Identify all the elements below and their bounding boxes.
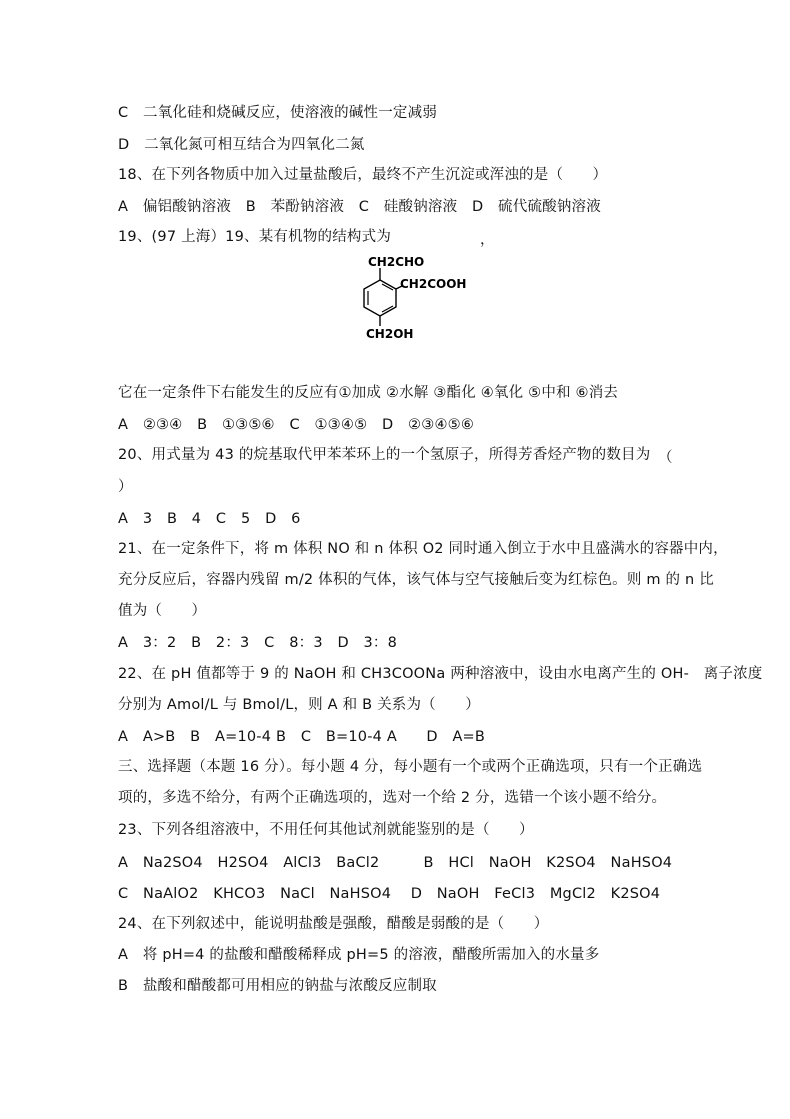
question-23-options-ab: A Na2SO4 H2SO4 AlCl3 BaCl2 B HCl NaOH K2SO4 NaHSO4: [118, 855, 673, 871]
question-21-line-3: 值为（ ）: [118, 603, 207, 619]
question-20-close-paren: ）: [118, 479, 133, 495]
option-d-statement: D 二氧化氮可相互结合为四氧化二氮: [118, 137, 365, 153]
question-19-options: A ②③④ B ①③⑤⑥ C ①③④⑤ D ②③④⑤⑥: [118, 417, 475, 433]
question-21-options: A 3：2 B 2：3 C 8：3 D 3：8: [118, 635, 398, 651]
question-20-options: A 3 B 4 C 5 D 6: [118, 511, 301, 527]
question-19-reactions: 它在一定条件下右能发生的反应有①加成 ②水解 ③酯化 ④氧化 ⑤中和 ⑥消去: [118, 385, 619, 401]
question-21-line-1: 21、在一定条件下，将 m 体积 NO 和 n 体积 O2 同时通入倒立于水中且盛满水的容器中内，: [118, 541, 728, 557]
question-20-open-paren: （: [658, 450, 673, 466]
question-19: 19、(97 上海）19、某有机物的结构式为: [118, 229, 392, 245]
question-22-line-1: 22、在 pH 值都等于 9 的 NaOH 和 CH3COONa 两种溶液中，设由水电离产生的 OH- 离子浓度: [118, 666, 763, 682]
option-c-statement: C 二氧化硅和烧碱反应，使溶液的碱性一定减弱: [118, 105, 438, 121]
section-3-instructions: 项的，多选不给分，有两个正确选项的，选对一个给 2 分，选错一个该小题不给分。: [118, 790, 667, 806]
structural-formula: [340, 250, 500, 350]
question-23-options-cd: C NaAlO2 KHCO3 NaCl NaHSO4 D NaOH FeCl3 MgCl2 K2SO4: [118, 886, 661, 902]
question-21-line-2: 充分反应后，容器内残留 m/2 体积的气体，该气体与空气接触后变为红棕色。则 m 的 n 比: [118, 572, 714, 588]
question-23: 23、下列各组溶液中，不用任何其他试剂就能鉴别的是（ ）: [118, 822, 534, 838]
question-24-option-b: B 盐酸和醋酸都可用相应的钠盐与浓酸反应制取: [118, 978, 437, 994]
question-22-options: A A>B B A=10-4 B C B=10-4 A D A=B: [118, 729, 486, 745]
group-top: CH2CHO: [368, 255, 425, 269]
section-3-heading: 三、选择题（本题 16 分）。每小题 4 分，每小题有一个或两个正确选项，只有一个正确选: [118, 759, 703, 775]
question-19-comma: ，: [480, 232, 495, 248]
question-18: 18、在下列各物质中加入过量盐酸后，最终不产生沉淀或浑浊的是（ ）: [118, 167, 608, 183]
group-bottom: CH2OH: [366, 327, 414, 341]
question-24-option-a: A 将 pH=4 的盐酸和醋酸稀释成 pH=5 的溶液，醋酸所需加入的水量多: [118, 947, 600, 963]
question-20: 20、用式量为 43 的烷基取代甲苯苯环上的一个氢原子，所得芳香烃产物的数目为: [118, 447, 651, 463]
question-24: 24、在下列叙述中，能说明盐酸是强酸，醋酸是弱酸的是（ ）: [118, 916, 549, 932]
group-right: CH2COOH: [400, 277, 467, 291]
question-18-options: A 偏铝酸钠溶液 B 苯酚钠溶液 C 硅酸钠溶液 D 硫代硫酸钠溶液: [118, 199, 601, 215]
question-22-line-2: 分别为 Amol/L 与 Bmol/L，则 A 和 B 关系为（ ）: [118, 697, 480, 713]
